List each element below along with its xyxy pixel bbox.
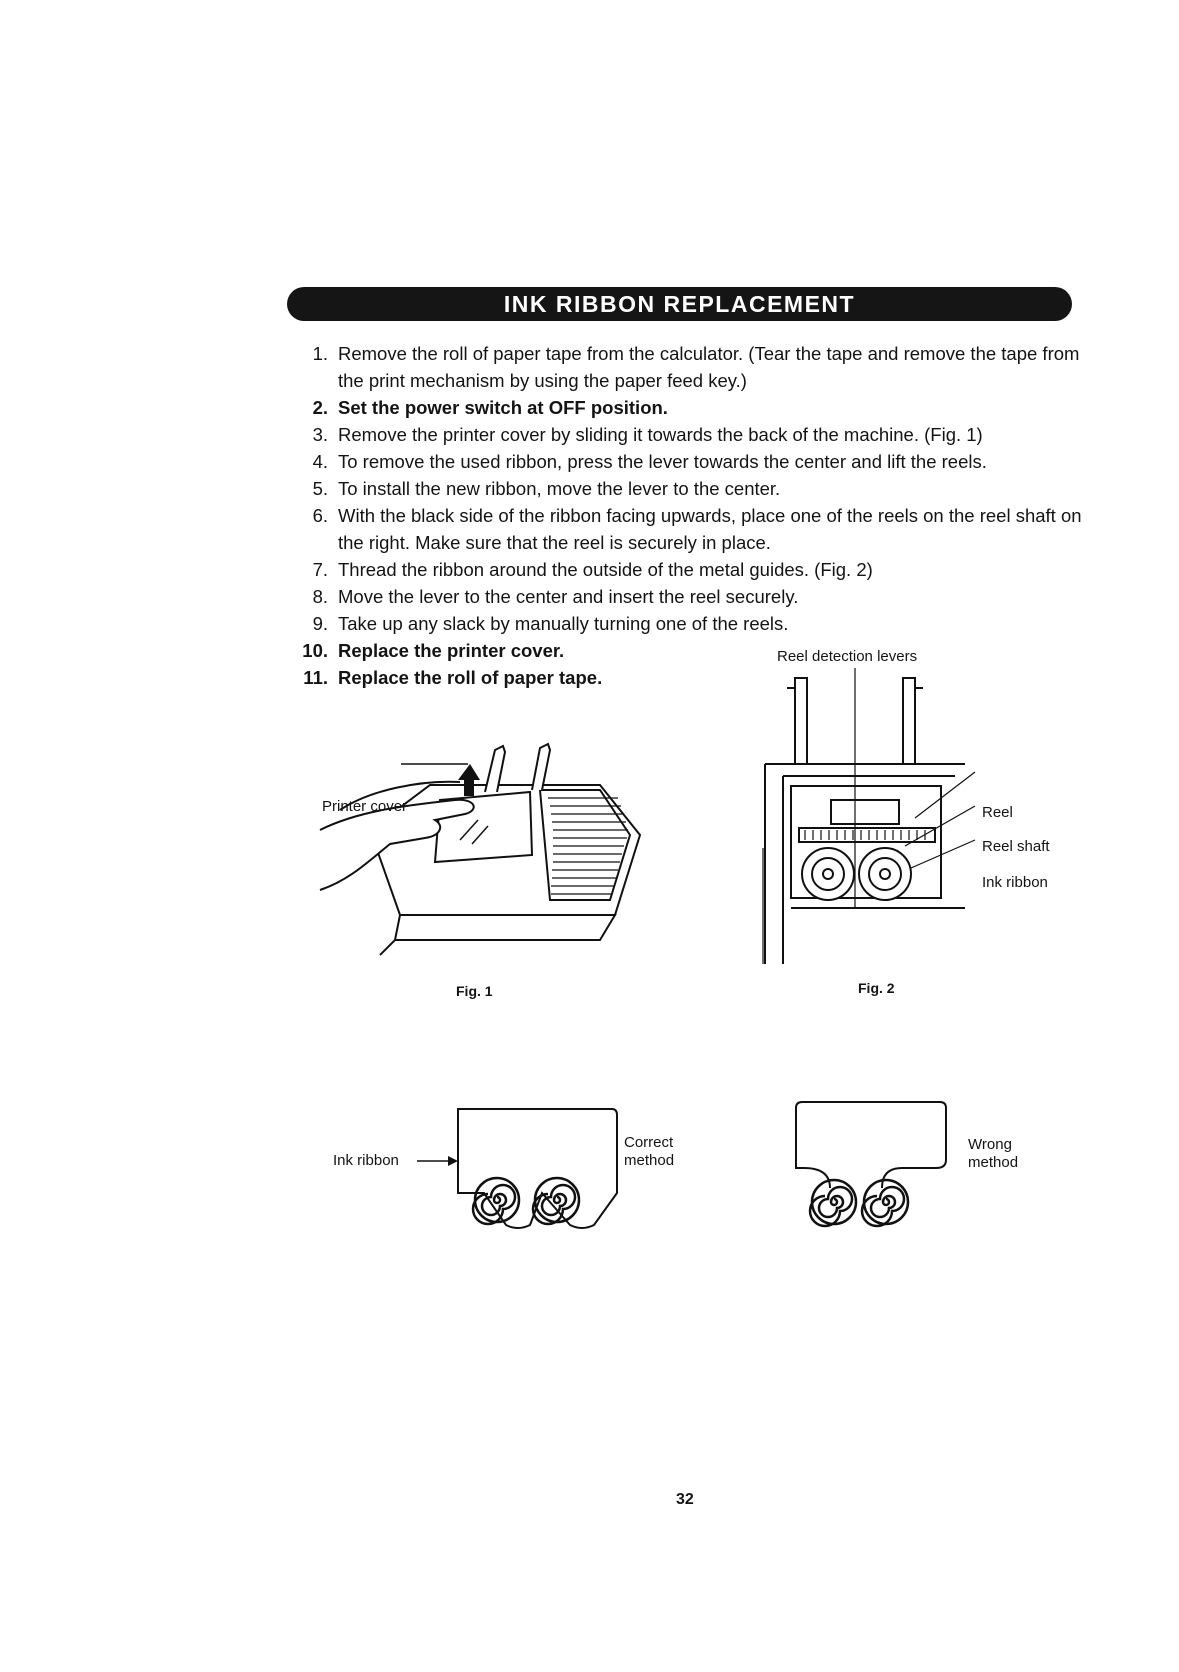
figure-2-caption: Fig. 2 [858, 980, 895, 996]
wrong-method-label-line2: method [968, 1154, 1019, 1171]
correct-method-label-line2: method [624, 1152, 675, 1169]
instruction-step [292, 637, 1082, 664]
wrong-method-label-line1: Wrong [968, 1136, 1012, 1153]
step-text: Set the power switch at OFF position. [338, 397, 668, 418]
step-text: Move the lever to the center and insert the reel securely. [338, 586, 799, 607]
step-text: Take up any slack by manually turning one of the reels. [338, 613, 789, 634]
ink-ribbon-label-threading: Ink ribbon [333, 1152, 399, 1169]
instruction-step [292, 448, 1082, 475]
step-number: 3. [312, 424, 328, 445]
step-text: Remove the printer cover by sliding it towards the back of the machine. (Fig. 1) [338, 424, 983, 445]
reel-shaft-label: Reel shaft [982, 838, 1050, 855]
instruction-step [292, 502, 1082, 556]
instruction-step [292, 340, 1082, 394]
step-number: 5. [312, 478, 328, 499]
reel-detection-levers-label: Reel detection levers [777, 648, 918, 665]
step-text: Thread the ribbon around the outside of the metal guides. (Fig. 2) [338, 559, 873, 580]
step-number: 6. [312, 505, 328, 526]
section-title: INK RIBBON REPLACEMENT [503, 290, 856, 317]
instruction-step [292, 610, 1082, 637]
step-text: Replace the roll of paper tape. [338, 667, 603, 688]
instruction-step [292, 583, 1082, 610]
figure-2-illustration [765, 668, 985, 968]
section-title-bar [287, 287, 1072, 321]
wrong-method-diagram [790, 1098, 960, 1228]
correct-method-label-line1: Correct [624, 1134, 674, 1151]
step-number: 10. [302, 640, 328, 661]
step-text: To install the new ribbon, move the lever to the center. [338, 478, 781, 499]
instruction-step [292, 421, 1082, 448]
ink-ribbon-label-fig2: Ink ribbon [982, 874, 1048, 891]
step-number: 7. [312, 559, 328, 580]
reel-label: Reel [982, 804, 1013, 821]
step-text: To remove the used ribbon, press the lever towards the center and lift the reels. [338, 451, 987, 472]
step-text: Remove the roll of paper tape from the calculator. (Tear the tape and remove the tape from the print mechanism by using the paper feed key.) [338, 343, 1080, 391]
page-number: 32 [676, 1491, 694, 1508]
step-number: 11. [303, 667, 328, 688]
step-number: 4. [312, 451, 328, 472]
instruction-list [292, 340, 1082, 691]
printer-cover-label: Printer cover [322, 798, 408, 815]
step-text: Replace the printer cover. [338, 640, 565, 661]
step-number: 8. [312, 586, 328, 607]
correct-method-diagram [412, 1105, 627, 1235]
instruction-step [292, 556, 1082, 583]
step-number: 2. [312, 397, 328, 418]
figure-1-caption: Fig. 1 [456, 983, 493, 999]
figure-1-illustration [300, 740, 660, 960]
step-number: 9. [312, 613, 328, 634]
instruction-step [292, 475, 1082, 502]
step-number: 1. [312, 343, 328, 364]
instruction-step [292, 394, 1082, 421]
step-text: With the black side of the ribbon facing upwards, place one of the reels on the reel shaft on the right. Make sure that the reel is securely in place. [338, 505, 1082, 553]
